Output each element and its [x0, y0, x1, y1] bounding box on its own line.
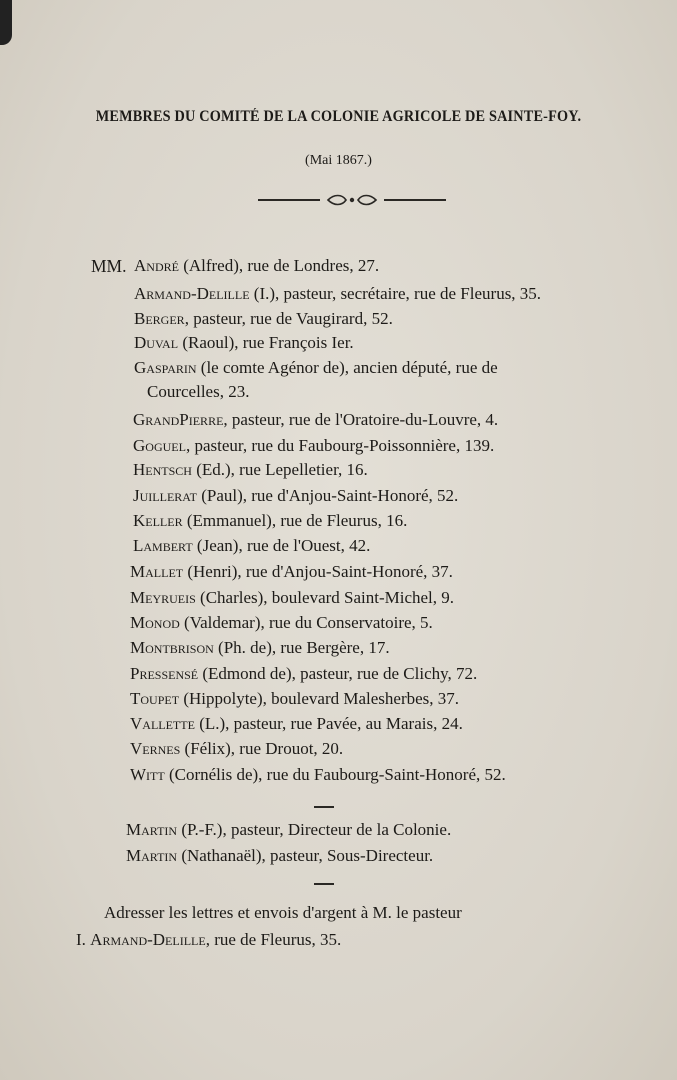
- page-corner-shadow: [0, 0, 12, 45]
- member-name: Hentsch: [133, 460, 192, 479]
- ornamental-divider: [258, 193, 446, 207]
- member-name: André: [134, 256, 179, 275]
- member-entry: [133, 536, 370, 556]
- member-name: Meyrueis: [130, 588, 196, 607]
- member-name: Pressensé: [130, 664, 199, 683]
- member-details: , pasteur, rue de l'Oratoire-du-Louvre, 4.: [223, 410, 499, 429]
- member-details: , pasteur, rue de Vaugirard, 52.: [184, 309, 393, 328]
- member-details: (Ed.), rue Lepelletier, 16.: [191, 460, 368, 479]
- member-name: GrandPierre: [133, 410, 224, 429]
- member-entry: [130, 765, 506, 785]
- member-name: Armand-Delille: [134, 284, 250, 303]
- member-details-continued: Courcelles, 23.: [147, 382, 250, 401]
- member-details: (Emmanuel), rue de Fleurus, 16.: [182, 511, 408, 530]
- divider-rule-right: [384, 199, 446, 201]
- member-details: (le comte Agénor de), ancien député, rue de: [196, 358, 498, 377]
- member-entry: [134, 284, 541, 304]
- member-entry: [134, 358, 498, 402]
- document-title: MEMBRES DU COMITÉ DE LA COLONIE AGRICOLE DE SAINTE-FOY.: [95, 108, 582, 125]
- member-entry: [133, 511, 407, 531]
- director-entry: [126, 846, 433, 866]
- member-details: (Henri), rue d'Anjou-Saint-Honoré, 37.: [183, 562, 453, 581]
- footer-prefix: I.: [76, 930, 91, 949]
- director-name: Martin: [126, 820, 178, 839]
- member-details: , pasteur, rue du Faubourg-Poissonnière, 139.: [185, 436, 495, 455]
- member-name: Duval: [134, 333, 179, 352]
- member-details: (Cornélis de), rue du Faubourg-Saint-Honoré, 52.: [164, 765, 506, 784]
- member-entry: [133, 460, 368, 480]
- member-name: Witt: [130, 765, 165, 784]
- footer-name: Armand-Delille: [90, 930, 206, 949]
- member-entry: [133, 436, 494, 456]
- member-entry: [130, 638, 390, 658]
- member-details: (Félix), rue Drouot, 20.: [180, 739, 344, 758]
- divider-rule-left: [258, 199, 320, 201]
- member-entry: [130, 613, 433, 633]
- member-entry: [133, 486, 458, 506]
- member-details: (Hippolyte), boulevard Malesherbes, 37.: [179, 689, 460, 708]
- member-name: Montbrison: [130, 638, 214, 657]
- member-entry: [130, 739, 343, 759]
- footer-address: , rue de Fleurus, 35.: [205, 930, 342, 949]
- member-name: Vallette: [130, 714, 195, 733]
- member-entry: [130, 562, 453, 582]
- director-name: Martin: [126, 846, 178, 865]
- member-name: Berger: [134, 309, 185, 328]
- fleuron-icon: [322, 193, 382, 207]
- member-entry: [134, 333, 354, 353]
- members-label: MM.: [91, 256, 127, 276]
- director-entry: [126, 820, 451, 840]
- member-details: (Edmond de), pasteur, rue de Clichy, 72.: [198, 664, 478, 683]
- director-details: (Nathanaël), pasteur, Sous-Directeur.: [177, 846, 434, 865]
- member-name: Monod: [130, 613, 180, 632]
- footer-line-1: Adresser les lettres et envois d'argent à M. le pasteur: [104, 903, 462, 922]
- member-name: Gasparin: [134, 358, 197, 377]
- member-details: (Jean), rue de l'Ouest, 42.: [192, 536, 371, 555]
- section-dash: [314, 806, 334, 808]
- director-details: (P.-F.), pasteur, Directeur de la Colonie.: [177, 820, 452, 839]
- member-details: (Valdemar), rue du Conservatoire, 5.: [179, 613, 433, 632]
- member-details: (Paul), rue d'Anjou-Saint-Honoré, 52.: [196, 486, 459, 505]
- member-details: (Raoul), rue François Ier.: [178, 333, 354, 352]
- member-details: (I.), pasteur, secrétaire, rue de Fleurus, 35.: [249, 284, 542, 303]
- member-name: Keller: [133, 511, 183, 530]
- document-date: (Mai 1867.): [305, 153, 372, 168]
- member-name: Lambert: [133, 536, 193, 555]
- member-details: (Ph. de), rue Bergère, 17.: [213, 638, 390, 657]
- member-entry: [134, 256, 379, 276]
- member-name: Goguel: [133, 436, 186, 455]
- member-entry: [134, 309, 393, 329]
- member-entry: [133, 410, 498, 430]
- footer-line-2: [76, 930, 341, 950]
- section-dash-2: [314, 883, 334, 885]
- member-details: (Alfred), rue de Londres, 27.: [178, 256, 380, 275]
- member-entry: [130, 588, 454, 608]
- member-entry: [130, 714, 463, 734]
- member-name: Toupet: [130, 689, 180, 708]
- member-entry: [130, 664, 477, 684]
- member-entry: [130, 689, 459, 709]
- member-name: Mallet: [130, 562, 184, 581]
- member-name: Vernes: [130, 739, 181, 758]
- member-name: Juillerat: [133, 486, 197, 505]
- member-details: (L.), pasteur, rue Pavée, au Marais, 24.: [194, 714, 463, 733]
- member-details: (Charles), boulevard Saint-Michel, 9.: [195, 588, 455, 607]
